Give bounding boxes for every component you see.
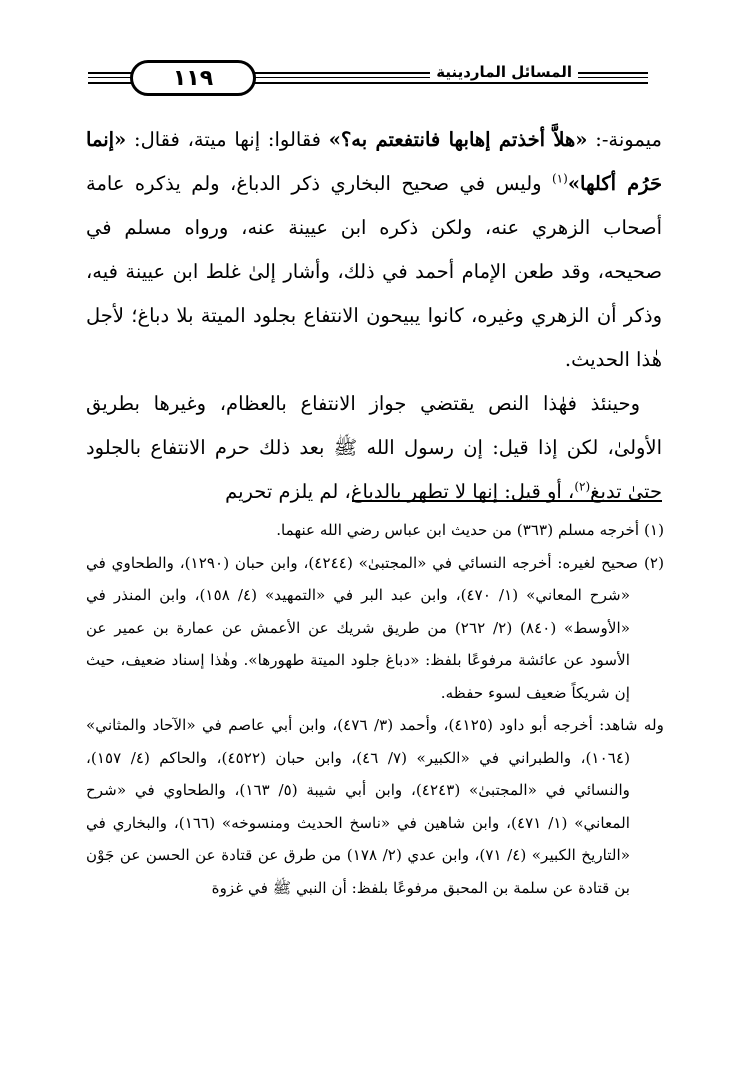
footnotes [86,514,664,904]
hadith-quote: «هلاَّ أخذتم إهابها فانتفعتم به؟» [328,128,588,151]
paragraph-1 [86,118,662,382]
page-number: ١١٩ [130,60,256,96]
text: فقالوا: إنها ميتة، فقال: [126,128,329,151]
text: وليس في صحيح البخاري ذكر الدباغ، ولم يذكره عامة أصحاب الزهري عنه، ولكن ذكره ابن عيينة عنه، ورواه مسلم في صحيحه، وقد طعن الإمام أحمد في ذلك، وأشار إلىٰ غلط ابن عيينة فيه، وذكر أن الزهري وغيره، كانوا يبيحون الانتفاع بجلود الميتة بلا دباغ؛ لأجل هٰذا الحديث. [86,172,662,371]
text: ميمونة-: [587,128,662,151]
footnote-ref[interactable]: (٢) [574,479,591,494]
text: ، أو قيل: إنها لا تطهر بالدباغ، لم يلزم تحريم [225,480,575,503]
page-header [88,58,648,98]
running-head: المسائل الماردينية [430,63,578,81]
footnote-separator [352,500,662,502]
main-text [86,118,662,514]
paragraph-2 [86,382,662,514]
footnote-2: (٢) صحيح لغيره: أخرجه النسائي في «المجتبىٰ» (٤٢٤٤)، وابن حبان (١٢٩٠)، والطحاوي في «شرح المعاني» (١/ ٤٧٠)، وابن عبد البر في «التمهيد» (٤/ ١٥٨)، وابن المنذر في «الأوسط» (٨٤٠) (٢/ ٢٦٢) من طريق شريك عن الأعمش عن عمارة بن عمير عن الأسود عن عائشة مرفوعًا بلفظ: «دباغ جلود الميتة طهورها». وهٰذا إسناد ضعيف، حيث إن شريكاً ضعيف لسوء حفظه. [86,553,664,702]
footnote-ref[interactable]: (١) [551,171,568,186]
text: وحينئذ فهٰذا النص يقتضي جواز الانتفاع بالعظام، وغيرها بطريق الأولىٰ، لكن إذا قيل: إن رسول الله ﷺ بعد ذلك حرم الانتفاع بالجلود حتىٰ تدبغ [86,392,662,503]
footnote-3: وله شاهد: أخرجه أبو داود (٤١٢٥)، وأحمد (٣/ ٤٧٦)، وابن أبي عاصم في «الآحاد والمثاني» (١٠٦٤)، والطبراني في «الكبير» (٧/ ٤٦)، وابن حبان (٤٥٢٢)، والحاكم (٤/ ١٥٧)، والنسائي في «المجتبىٰ» (٤٢٤٣)، وابن أبي شيبة (٥/ ١٦٣)، والطحاوي في «شرح المعاني» (١/ ٤٧١)، وابن شاهين في «ناسخ الحديث ومنسوخه» (١٦٦)، والبخاري في «التاريخ الكبير» (٤/ ٧١)، وابن عدي (٢/ ١٧٨) من طرق عن قتادة عن الحسن عن جَوْن بن قتادة عن سلمة بن المحبق مرفوعًا بلفظ: أن النبي ﷺ في غزوة [86,716,665,897]
footnote-1: (١) أخرجه مسلم (٣٦٣) من حديث ابن عباس رضي الله عنهما. [276,521,664,539]
hadith-quote: «إنما حَرُم أكلها» [86,128,662,195]
